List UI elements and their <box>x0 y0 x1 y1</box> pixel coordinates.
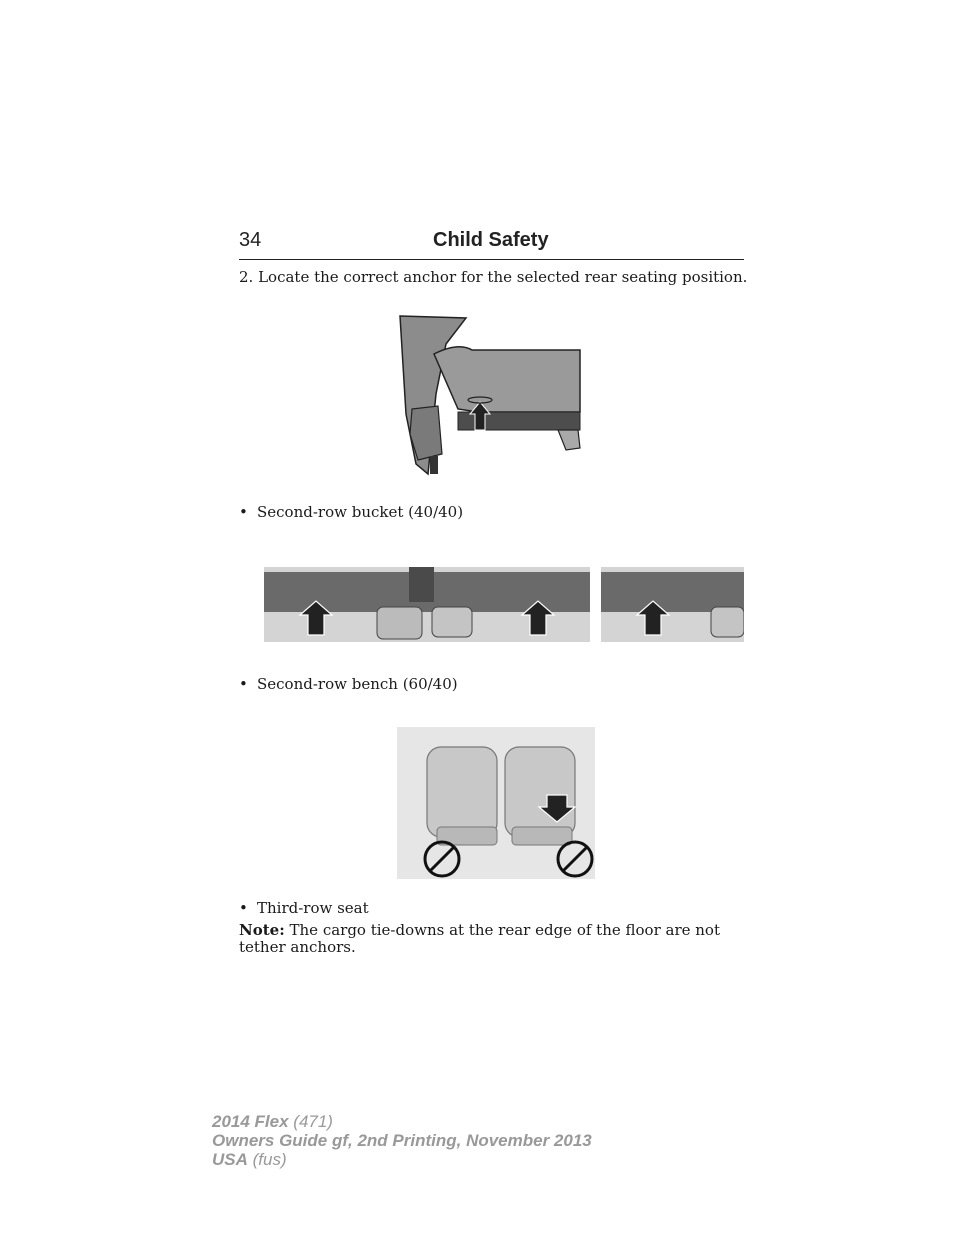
second-row-bench-illustration <box>264 567 590 642</box>
bullet-marker: • <box>239 675 248 693</box>
bullet-item <box>239 503 463 521</box>
note-paragraph <box>239 922 744 956</box>
footer-region-code: (fus) <box>247 1150 287 1169</box>
bullet-text: Second-row bench (60/40) <box>257 675 458 693</box>
bullet-marker: • <box>239 503 248 521</box>
bullet-text: Second-row bucket (40/40) <box>257 503 464 521</box>
second-row-bench-side-illustration <box>601 567 744 642</box>
page-footer <box>212 1112 592 1169</box>
footer-region: USA <box>212 1150 248 1169</box>
section-title: Child Safety <box>433 229 549 251</box>
bullet-item <box>239 675 458 693</box>
bullet-item <box>239 899 369 917</box>
footer-model-code: (471) <box>288 1112 333 1131</box>
note-text: The cargo tie-downs at the rear edge of the floor are not tether anchors. <box>239 921 720 956</box>
seat-side-view-illustration <box>398 314 584 478</box>
page-header <box>239 229 744 260</box>
footer-line-2: Owners Guide gf, 2nd Printing, November 2013 <box>212 1131 592 1150</box>
third-row-seat-illustration <box>397 727 595 879</box>
footer-line-1 <box>212 1112 592 1131</box>
note-label: Note: <box>239 921 285 939</box>
bullet-marker: • <box>239 899 248 917</box>
step-text: 2. Locate the correct anchor for the selected rear seating position. <box>239 268 748 286</box>
footer-model: 2014 Flex <box>212 1112 289 1131</box>
page-number: 34 <box>239 229 262 251</box>
bullet-text: Third-row seat <box>257 899 369 917</box>
footer-line-3 <box>212 1150 592 1169</box>
